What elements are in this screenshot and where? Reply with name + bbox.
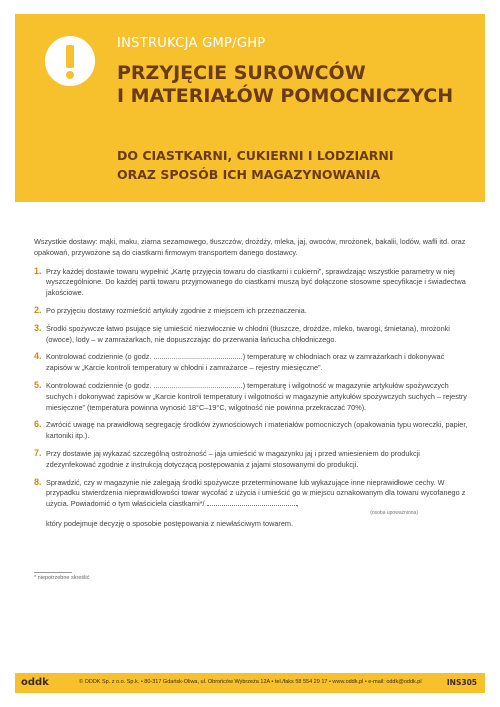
page-title: PRZYJĘCIE SUROWCÓW I MATERIAŁÓW POMOCNICZYCH [117, 62, 454, 107]
signature-field[interactable] [207, 505, 297, 506]
header-banner [15, 14, 485, 202]
instruction-list [34, 267, 468, 530]
document-code: INS305 [446, 678, 477, 687]
list-item: 3. Środki spożywcze łatwo psujące się umieścić niezwłocznie w chłodni (tłuszcze, drożdże, mleko, twarogi, śmietana), mrożonki (owoce), lody – w zamrażarkach, nie dopuszczając do przerwania łańcucha chłodniczego. [34, 322, 450, 344]
company-logo: oddk [21, 677, 49, 688]
closing-text: który podejmuje decyzję o sposobie postępowania z niewłaściwym towarem. [46, 518, 293, 528]
list-item: 1. Przy każdej dostawie towaru wypełnić „Kartę przyjęcia towaru do ciastkarni i cukierni”, sprawdzając wszystkie parametry w niej wyszczególnione. Do każdej partii towaru przyjmowanego do ciastkarni muszą być dołączone stosowne specyfikacje i świadectwa jakościowe. [34, 265, 466, 298]
list-item: 2. Po przyjęciu dostawy rozmieścić artykuły zgodnie z miejscem ich przeznaczenia. [34, 304, 307, 315]
list-item: 4. Kontrolować codziennie (o godz. ............................................) temperaturę w chłodniach oraz w zamrażarkach i dokonywać zapisów w „Karcie kontroli temperatury w chłodni i zamrażarce – rejestry miesięczne”. [34, 351, 445, 373]
instruction-body [34, 237, 468, 537]
signature-caption: (osoba upoważniona) [370, 509, 418, 516]
list-item: 8. Sprawdzić, czy w magazynie nie zalegają środki spożywcze przeterminowane lub wykazujące inne nieprawidłowe cechy. W przypadku stwierdzenia nieprawidłowości towar wycofać z użycia i umieścić go w miejscu oznakowanym dla towaru wycofanego z użycia. Powiadomić o tym właściciela ciastkarni*/ , (osoba upoważniona) który podejmuje decyzję o sposobie postępowania z niewłaściwym towarem. [34, 478, 468, 530]
exclamation-circle-icon [45, 36, 95, 86]
list-item: 5. Kontrolować codziennie (o godz. ............................................) temperaturę i wilgotność w magazynie artykułów spożywczych suchych i dokonywać zapisów w „Karcie kontroli temperatury i wilgotności w magazynie artykułów spożywczych suchych – rejestry miesięczne” (temperatura powinna wynosić 18°C–19°C, wilgotność nie powinna przekraczać 70%). [34, 379, 467, 412]
list-item: 7. Przy dostawie jaj wykazać szczególną ostrożność – jaja umieścić w magazynku jaj i przed wniesieniem do produkcji zdezynfekować zgodnie z instrukcją dotyczącą postępowania z jajami stosowanymi do produkcji. [34, 447, 420, 469]
document-category: INSTRUKCJA GMP/GHP [117, 36, 266, 51]
footer-bar [15, 673, 485, 693]
footnote-divider [34, 572, 72, 573]
page-subtitle: DO CIASTKARNI, CUKIERNI I LODZIARNI ORAZ SPOSÓB ICH MAGAZYNOWANIA [117, 148, 394, 182]
intro-text: Wszystkie dostawy: mąki, maku, ziarna sezamowego, tłuszczów, drożdży, mleka, jaj, owoców, mrożonek, bakalii, lodów, wafli itd. oraz opakowań, przywożone są do ciastkarni firmowym transportem danego dostawcy. [34, 237, 466, 257]
footnote: * niepotrzebne skreślić [34, 575, 90, 581]
list-item: 6. Zwrócić uwagę na prawidłową segregację środków żywnościowych i materiałów pomocniczych (opakowania typu woreczki, papier, kartoniki itp.). [34, 419, 468, 441]
footer-contact: © ODDK Sp. z o.o. Sp.k. • 80-317 Gdańsk-Oliwa, ul. Obrońców Wybrzeża 12A • tel./faks 58 554 29 17 • www.oddk.pl • e-mail: oddk@oddk.pl [79, 679, 422, 685]
